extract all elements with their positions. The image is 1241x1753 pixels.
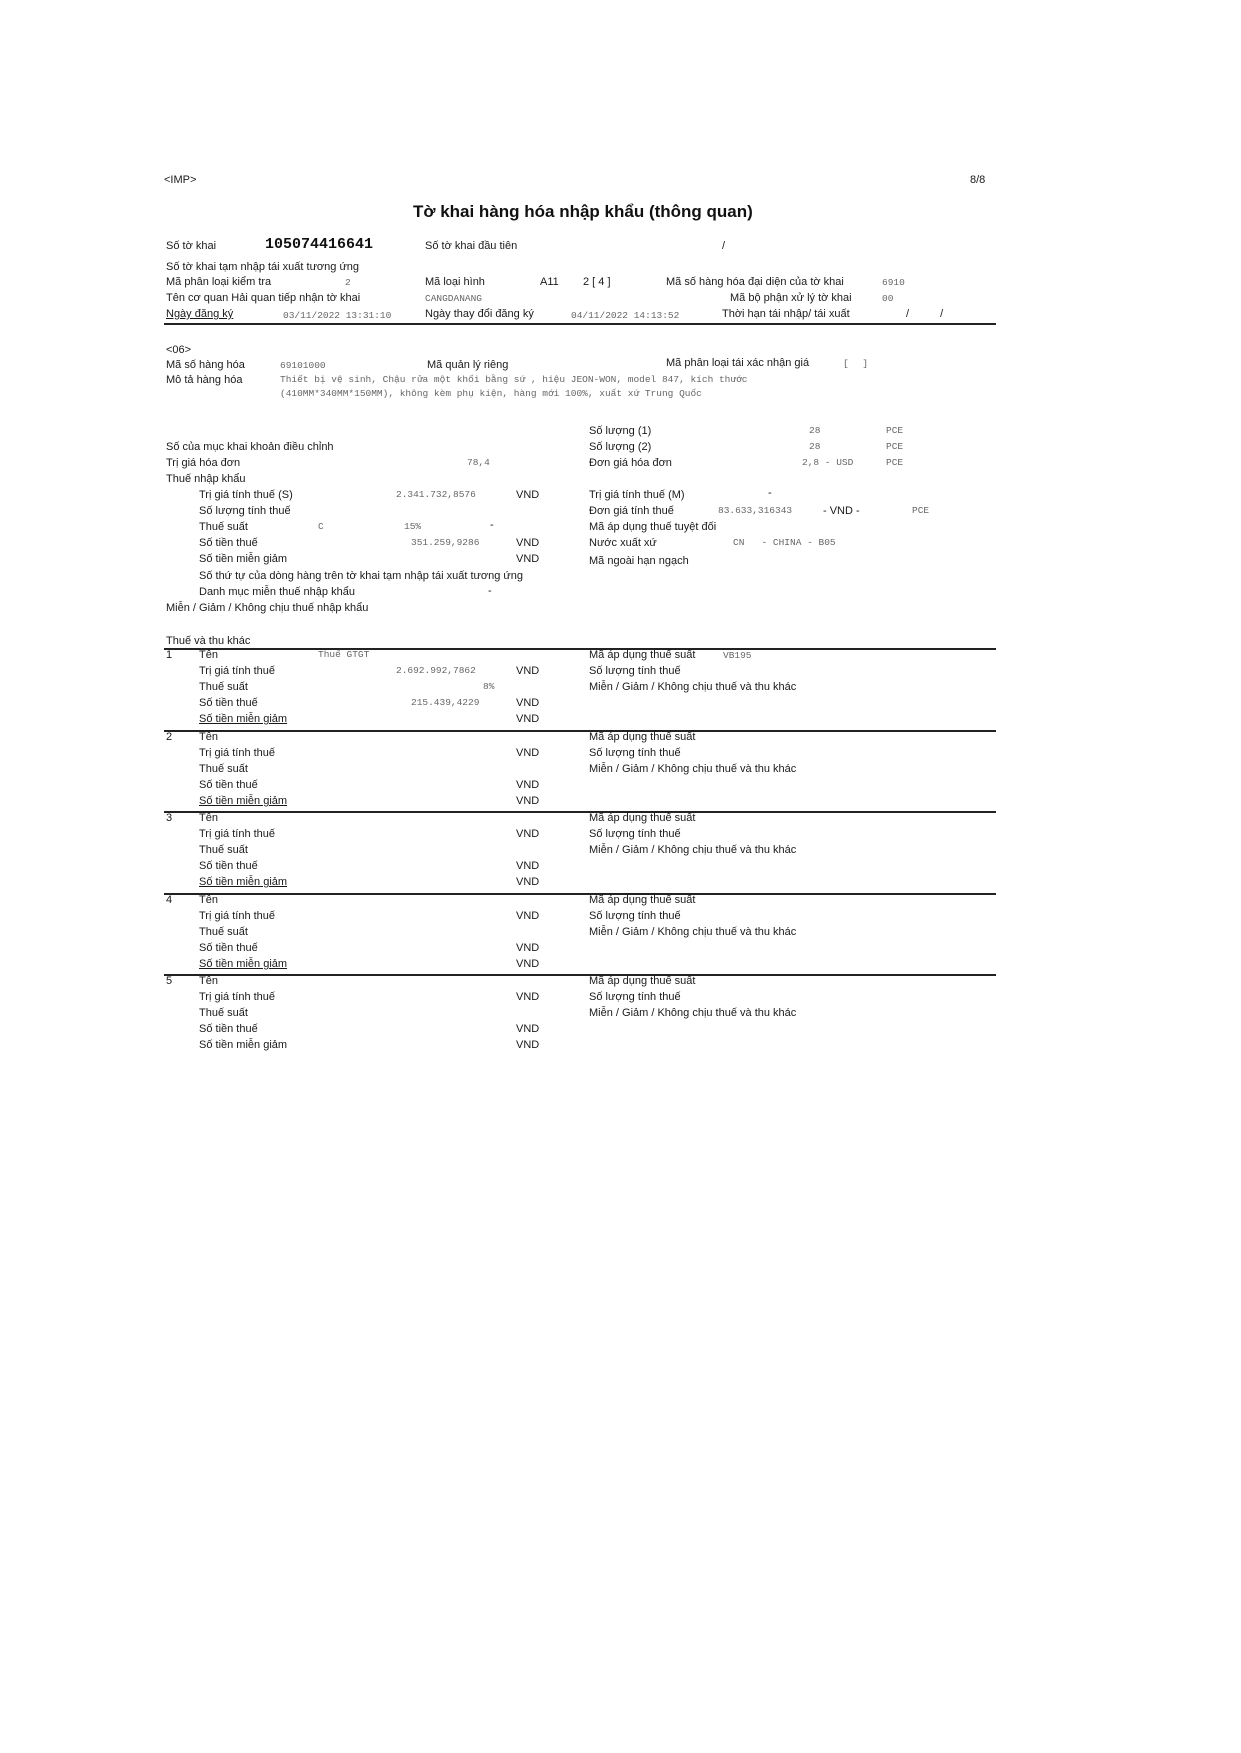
tax-mien-label: Miễn / Giảm / Không chịu thuế và thu khác <box>589 681 797 693</box>
so-to-khai-value: 105074416641 <box>265 236 374 253</box>
tax-rate-label: Thuế suất <box>199 681 248 693</box>
xuat-xu-label: Nước xuất xứ <box>589 537 657 549</box>
page-number: 8/8 <box>970 174 986 186</box>
tax-row-number: 3 <box>166 812 173 824</box>
tgtt-s-label: Trị giá tính thuế (S) <box>199 489 293 501</box>
other-taxes-heading: Thuế và thu khác <box>166 635 251 647</box>
tax-row-number: 4 <box>166 894 173 906</box>
tax-name-label: Tên <box>199 894 218 906</box>
tax-mien-label: Miễn / Giảm / Không chịu thuế và thu khác <box>589 844 797 856</box>
don-gia-tt-label: Đơn giá tính thuế <box>589 505 674 517</box>
dvt-2: PCE <box>886 441 904 452</box>
tax-tgtt-currency: VND <box>516 991 540 1003</box>
tax-tgtt-label: Trị giá tính thuế <box>199 665 276 677</box>
tax-row-divider <box>164 648 996 650</box>
phan-loai-label: Mã phân loại kiểm tra <box>166 276 272 288</box>
so-luong-2-value: 28 <box>809 441 821 452</box>
dvt-4: PCE <box>912 505 930 516</box>
so-to-khai-label: Số tờ khai <box>166 240 217 252</box>
so-luong-2-label: Số lượng (2) <box>589 441 652 453</box>
ngay-dk-value: 03/11/2022 13:31:10 <box>283 310 392 321</box>
tax-exempt-currency: VND <box>516 1039 540 1051</box>
tax-mien-label: Miễn / Giảm / Không chịu thuế và thu khác <box>589 1007 797 1019</box>
dau-tien-value: / <box>722 240 726 252</box>
tax-ma-ap-dung-label: Mã áp dụng thuế suất <box>589 894 696 906</box>
bo-phan-value: 00 <box>882 293 894 304</box>
tax-name-label: Tên <box>199 812 218 824</box>
tax-tgtt-currency: VND <box>516 665 540 677</box>
co-quan-value: CANGDANANG <box>425 293 483 304</box>
so-tien-thue-value: 351.259,9286 <box>411 537 480 548</box>
dau-tien-label: Số tờ khai đầu tiên <box>425 240 518 252</box>
tax-rate-label: Thuế suất <box>199 844 248 856</box>
ma-so-dai-dien-value: 6910 <box>882 277 905 288</box>
mo-ta-line-1: Thiết bị vệ sinh, Chậu rửa một khối bằng sứ , hiệu JEON-WON, model 847, kích thước <box>280 374 748 385</box>
tax-row-number: 2 <box>166 731 173 743</box>
co-quan-label: Tên cơ quan Hải quan tiếp nhận tờ khai <box>166 292 361 304</box>
tax-tgtt-value: 2.692.992,7862 <box>396 665 476 676</box>
tax-rate-label: Thuế suất <box>199 763 248 775</box>
tax-exempt-label: Số tiền miễn giảm <box>199 795 288 807</box>
ngay-thay-doi-value: 04/11/2022 14:13:52 <box>571 310 680 321</box>
dvt-1: PCE <box>886 425 904 436</box>
tax-amount-label: Số tiền thuế <box>199 779 258 791</box>
tgtt-s-value: 2.341.732,8576 <box>396 489 476 500</box>
tax-amount-value: 215.439,4229 <box>411 697 480 708</box>
so-tien-thue-currency: VND <box>516 537 540 549</box>
tax-tgtt-currency: VND <box>516 910 540 922</box>
tax-sl-tinh-label: Số lượng tính thuế <box>589 910 681 922</box>
ngay-dk-label: Ngày đăng ký <box>166 308 234 320</box>
danh-muc-label: Danh mục miễn thuế nhập khẩu <box>199 586 355 598</box>
tax-exempt-label: Số tiền miễn giảm <box>199 876 288 888</box>
tax-tgtt-currency: VND <box>516 747 540 759</box>
don-gia-hd-value: 2,8 - USD <box>802 457 854 468</box>
tax-tgtt-currency: VND <box>516 828 540 840</box>
don-gia-tt-value: 83.633,316343 <box>718 505 793 516</box>
mien-giam-label: Số tiền miễn giảm <box>199 553 288 565</box>
mien-giam-currency: VND <box>516 553 540 565</box>
tai-xac-value: [ ] <box>843 358 873 369</box>
tax-exempt-currency: VND <box>516 876 540 888</box>
don-gia-tt-unit: - VND - <box>823 505 860 517</box>
xuat-xu-value: CN - CHINA - B05 <box>733 537 836 548</box>
tri-gia-hd-label: Trị giá hóa đơn <box>166 457 241 469</box>
tax-ma-ap-dung-value: VB195 <box>723 650 752 661</box>
tax-exempt-currency: VND <box>516 713 540 725</box>
thoi-han-label: Thời hạn tái nhập/ tái xuất <box>722 308 850 320</box>
tax-rate-label: Thuế suất <box>199 1007 248 1019</box>
tax-row-divider <box>164 893 996 895</box>
mien-nk-label: Miễn / Giảm / Không chịu thuế nhập khẩu <box>166 602 369 614</box>
tri-gia-hd-value: 78,4 <box>467 457 490 468</box>
sl-tinh-thue-label: Số lượng tính thuế <box>199 505 291 517</box>
tax-tgtt-label: Trị giá tính thuế <box>199 747 276 759</box>
item-number: <06> <box>166 344 192 356</box>
thue-suat-value: 15% <box>404 521 422 532</box>
tax-exempt-label: Số tiền miễn giảm <box>199 958 288 970</box>
thue-suat-label: Thuế suất <box>199 521 248 533</box>
tax-sl-tinh-label: Số lượng tính thuế <box>589 828 681 840</box>
so-luong-1-value: 28 <box>809 425 821 436</box>
tax-mien-label: Miễn / Giảm / Không chịu thuế và thu khác <box>589 926 797 938</box>
ma-so-dai-dien-label: Mã số hàng hóa đại diện của tờ khai <box>666 276 844 288</box>
mo-ta-line-2: (410MM*340MM*150MM), không kèm phụ kiện, hàng mới 100%, xuất xứ Trung Quốc <box>280 388 702 399</box>
imp-tag: <IMP> <box>164 174 197 186</box>
tgtt-s-currency: VND <box>516 489 540 501</box>
tax-mien-label: Miễn / Giảm / Không chịu thuế và thu khác <box>589 763 797 775</box>
tgtt-m-label: Trị giá tính thuế (M) <box>589 489 685 501</box>
header-divider <box>164 323 996 325</box>
tax-amount-currency: VND <box>516 942 540 954</box>
tax-row-number: 5 <box>166 975 173 987</box>
tax-amount-currency: VND <box>516 697 540 709</box>
tax-exempt-label: Số tiền miễn giảm <box>199 713 288 725</box>
tax-ma-ap-dung-label: Mã áp dụng thuế suất <box>589 731 696 743</box>
tax-name-label: Tên <box>199 975 218 987</box>
stt-dong-label: Số thứ tự của dòng hàng trên tờ khai tạm nhập tái xuất tương ứng <box>199 570 523 582</box>
tax-amount-currency: VND <box>516 779 540 791</box>
tax-name-value: Thuế GTGT <box>318 649 370 660</box>
ma-so-hang-label: Mã số hàng hóa <box>166 359 245 371</box>
tax-amount-label: Số tiền thuế <box>199 860 258 872</box>
tax-amount-label: Số tiền thuế <box>199 697 258 709</box>
tax-name-label: Tên <box>199 731 218 743</box>
tax-exempt-currency: VND <box>516 958 540 970</box>
tax-row-divider <box>164 811 996 813</box>
tgtt-m-value: - <box>768 487 772 499</box>
tax-exempt-currency: VND <box>516 795 540 807</box>
bo-phan-label: Mã bộ phận xử lý tờ khai <box>730 292 852 304</box>
dvt-3: PCE <box>886 457 904 468</box>
tam-nhap-label: Số tờ khai tạm nhập tái xuất tương ứng <box>166 261 360 273</box>
tax-amount-currency: VND <box>516 1023 540 1035</box>
ngoai-han-ngach-label: Mã ngoài hạn ngạch <box>589 555 689 567</box>
tax-tgtt-label: Trị giá tính thuế <box>199 991 276 1003</box>
tax-rate-label: Thuế suất <box>199 926 248 938</box>
so-tien-thue-label: Số tiền thuế <box>199 537 258 549</box>
thue-suat-code: C <box>318 521 324 532</box>
tuyet-doi-label: Mã áp dụng thuế tuyệt đối <box>589 521 717 533</box>
loai-hinh-value: A11 <box>540 276 559 288</box>
mo-ta-label: Mô tả hàng hóa <box>166 374 243 386</box>
tax-sl-tinh-label: Số lượng tính thuế <box>589 747 681 759</box>
page-title: Tờ khai hàng hóa nhập khẩu (thông quan) <box>413 202 753 221</box>
tax-row-divider <box>164 730 996 732</box>
tax-name-label: Tên <box>199 649 218 661</box>
tax-tgtt-label: Trị giá tính thuế <box>199 828 276 840</box>
tax-row-divider <box>164 974 996 976</box>
tax-ma-ap-dung-label: Mã áp dụng thuế suất <box>589 812 696 824</box>
tax-exempt-label: Số tiền miễn giảm <box>199 1039 288 1051</box>
ma-so-hang-value: 69101000 <box>280 360 326 371</box>
tax-rate-value: 8% <box>483 681 495 692</box>
dieu-chinh-label: Số của mục khai khoản điều chỉnh <box>166 441 334 453</box>
tax-sl-tinh-label: Số lượng tính thuế <box>589 665 681 677</box>
thoi-han-value: / / <box>906 308 958 320</box>
so-luong-1-label: Số lượng (1) <box>589 425 652 437</box>
loai-hinh-label: Mã loại hình <box>425 276 485 288</box>
quan-ly-rieng-label: Mã quản lý riêng <box>427 359 509 371</box>
loai-hinh-value-2: 2 [ 4 ] <box>583 276 611 288</box>
tax-amount-label: Số tiền thuế <box>199 1023 258 1035</box>
tax-sl-tinh-label: Số lượng tính thuế <box>589 991 681 1003</box>
phan-loai-value: 2 <box>345 277 351 288</box>
thue-suat-dash: - <box>490 519 494 531</box>
tax-ma-ap-dung-label: Mã áp dụng thuế suất <box>589 649 696 661</box>
tax-ma-ap-dung-label: Mã áp dụng thuế suất <box>589 975 696 987</box>
tax-row-number: 1 <box>166 649 173 661</box>
tai-xac-label: Mã phân loại tái xác nhận giá <box>666 357 810 369</box>
danh-muc-dash: - <box>488 585 492 597</box>
thue-nk-label: Thuế nhập khẩu <box>166 473 246 485</box>
tax-amount-currency: VND <box>516 860 540 872</box>
tax-amount-label: Số tiền thuế <box>199 942 258 954</box>
ngay-thay-doi-label: Ngày thay đổi đăng ký <box>425 308 534 320</box>
don-gia-hd-label: Đơn giá hóa đơn <box>589 457 672 469</box>
tax-tgtt-label: Trị giá tính thuế <box>199 910 276 922</box>
